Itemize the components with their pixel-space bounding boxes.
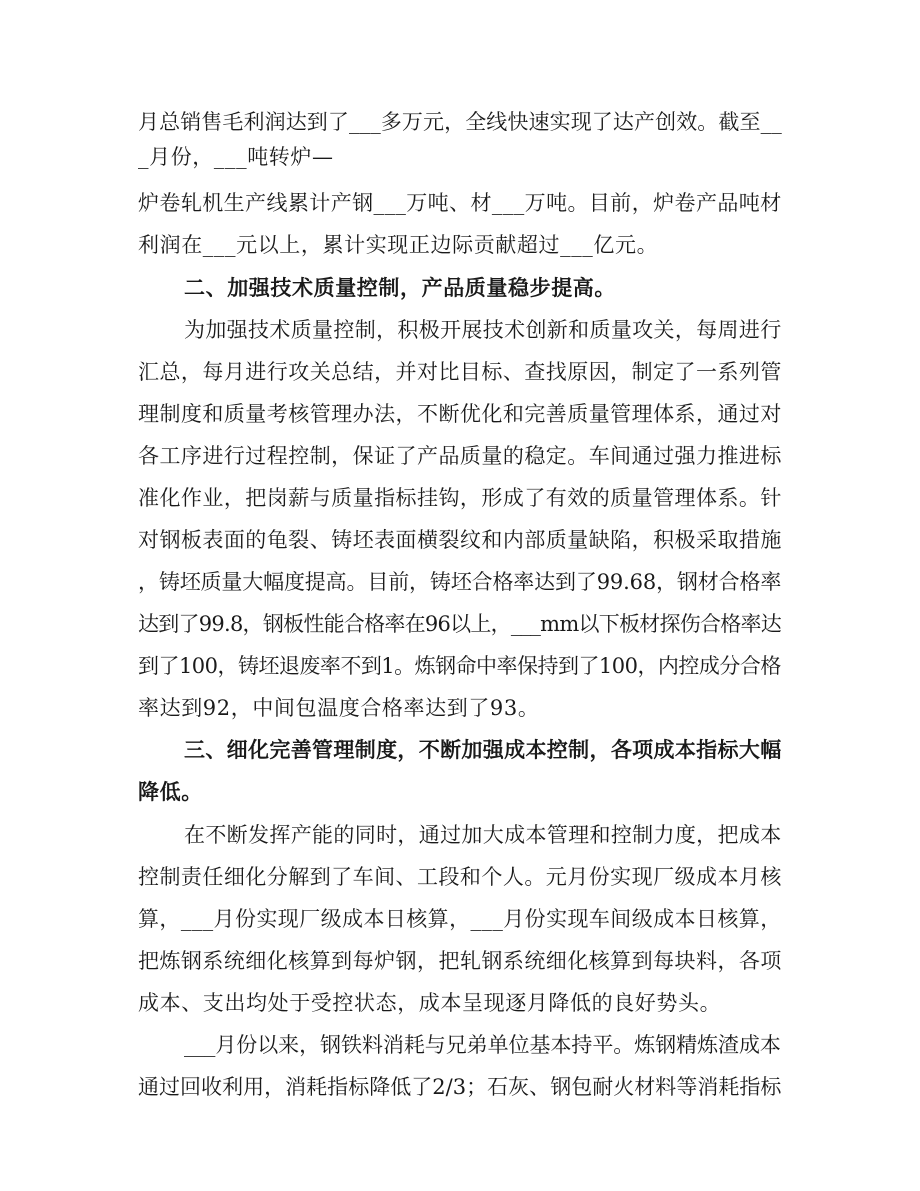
text-line-18: 在不断发挥产能的同时，通过加大成本管理和控制力度，把成本 bbox=[184, 823, 782, 847]
text-line-14: 到了100，铸坯退废率不到1。炼钢命中率保持到了100，内控成分合格 bbox=[138, 654, 781, 678]
text-line-8: 理制度和质量考核管理办法，不断优化和完善质量管理体系，通过对 bbox=[138, 402, 782, 426]
text-line-15: 率达到92，中间包温度合格率达到了93。 bbox=[138, 696, 540, 720]
section-heading-3: 三、细化完善管理制度，不断加强成本控制，各项成本指标大幅 bbox=[184, 737, 782, 762]
text-line-12: ，铸坯质量大幅度提高。目前，铸坯合格率达到了99.68，钢材合格率 bbox=[138, 570, 782, 594]
text-line-22: 成本、支出均处于受控状态，成本呈现逐月降低的良好势头。 bbox=[138, 991, 722, 1015]
text-line-23: ___月份以来，钢铁料消耗与兄弟单位基本持平。炼钢精炼渣成本 bbox=[184, 1033, 781, 1057]
text-line-3: 炉卷轧机生产线累计产钢___万吨、材___万吨。目前，炉卷产品吨材 bbox=[138, 191, 782, 215]
text-line-7: 汇总，每月进行攻关总结，并对比目标、查找原因，制定了一系列管 bbox=[138, 360, 782, 384]
text-line-10: 准化作业，把岗薪与质量指标挂钩，形成了有效的质量管理体系。针 bbox=[138, 486, 782, 510]
text-line-6: 为加强技术质量控制，积极开展技术创新和质量攻关，每周进行 bbox=[184, 318, 782, 342]
text-line-2: _月份，___吨转炉— bbox=[138, 145, 334, 169]
section-heading-2: 二、加强技术质量控制，产品质量稳步提高。 bbox=[184, 275, 616, 300]
text-line-20: 算，___月份实现厂级成本日核算，___月份实现车间级成本日核算， bbox=[138, 907, 782, 931]
text-line-9: 各工序进行过程控制，保证了产品质量的稳定。车间通过强力推进标 bbox=[138, 444, 782, 468]
text-line-21: 把炼钢系统细化核算到每炉钢，把轧钢系统细化核算到每块料，各项 bbox=[138, 949, 782, 973]
text-line-4: 利润在___元以上，累计实现正边际贡献超过___亿元。 bbox=[138, 233, 659, 257]
text-line-1: 月总销售毛利润达到了___多万元，全线快速实现了达产创效。截至__ bbox=[138, 110, 782, 134]
text-line-11: 对钢板表面的龟裂、铸坯表面横裂纹和内部质量缺陷，积极采取措施 bbox=[138, 528, 782, 552]
text-line-13: 达到了99.8，钢板性能合格率在96以上，___mm以下板材探伤合格率达 bbox=[138, 612, 782, 636]
section-heading-3-cont: 降低。 bbox=[138, 779, 203, 804]
text-line-24: 通过回收利用，消耗指标降低了2/3；石灰、钢包耐火材料等消耗指标 bbox=[138, 1075, 782, 1099]
text-line-19: 控制责任细化分解到了车间、工段和个人。元月份实现厂级成本月核 bbox=[138, 865, 782, 889]
